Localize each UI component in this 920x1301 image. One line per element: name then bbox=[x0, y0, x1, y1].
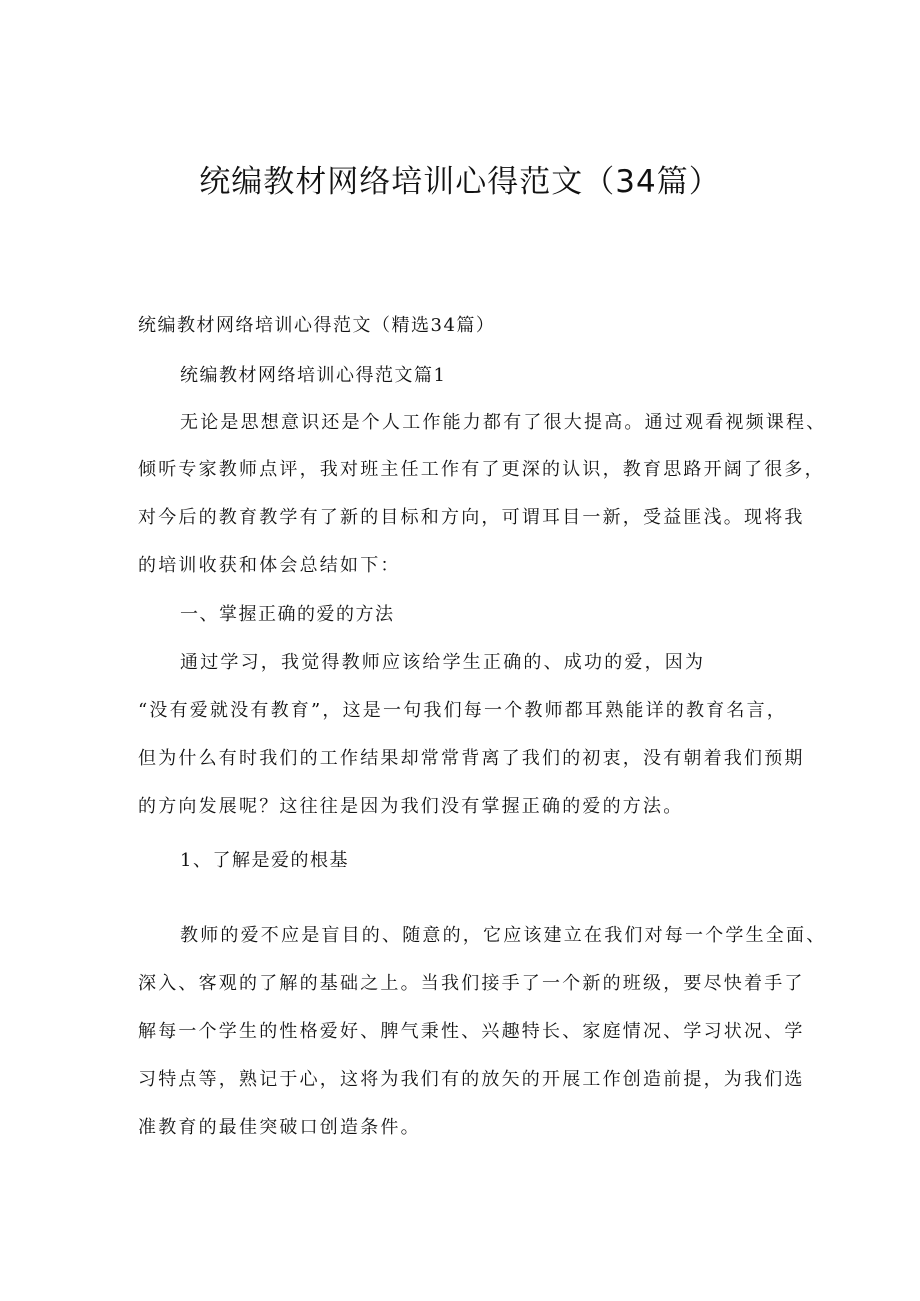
paragraph-line: 的培训收获和体会总结如下： bbox=[138, 555, 401, 576]
paragraph-line: 但为什么有时我们的工作结果却常常背离了我们的初衷，没有朝着我们预期 bbox=[138, 748, 805, 769]
document-title: 统编教材网络培训心得范文（34篇） bbox=[199, 164, 721, 200]
subsection-heading: 1、了解是爱的根基 bbox=[180, 850, 349, 871]
section-heading: 一、掌握正确的爱的方法 bbox=[180, 604, 395, 625]
paragraph-line: 通过学习，我觉得教师应该给学生正确的、成功的爱，因为 bbox=[180, 652, 706, 673]
paragraph-line: 倾听专家教师点评，我对班主任工作有了更深的认识，教育思路开阔了很多， bbox=[138, 459, 825, 480]
document-subtitle: 统编教材网络培训心得范文（精选34篇） bbox=[138, 315, 496, 336]
paragraph-line: 习特点等，熟记于心，这将为我们有的放矢的开展工作创造前提，为我们选 bbox=[138, 1069, 805, 1090]
paragraph-line: 教师的爱不应是盲目的、随意的，它应该建立在我们对每一个学生全面、 bbox=[180, 925, 827, 946]
paragraph-line: 深入、客观的了解的基础之上。当我们接手了一个新的班级，要尽快着手了 bbox=[138, 973, 805, 994]
paragraph-line: 无论是思想意识还是个人工作能力都有了很大提高。通过观看视频课程、 bbox=[180, 412, 827, 433]
paragraph-line: 解每一个学生的性格爱好、脾气秉性、兴趣特长、家庭情况、学习状况、学 bbox=[138, 1021, 805, 1042]
paragraph-line: 对今后的教育教学有了新的目标和方向，可谓耳目一新，受益匪浅。现将我 bbox=[138, 507, 805, 528]
paragraph-line: 的方向发展呢？这往往是因为我们没有掌握正确的爱的方法。 bbox=[138, 796, 684, 817]
essay-heading: 统编教材网络培训心得范文篇1 bbox=[180, 365, 447, 386]
paragraph-line: 准教育的最佳突破口创造条件。 bbox=[138, 1117, 421, 1138]
paragraph-line: “没有爱就没有教育”，这是一句我们每一个教师都耳熟能详的教育名言， bbox=[138, 700, 788, 721]
